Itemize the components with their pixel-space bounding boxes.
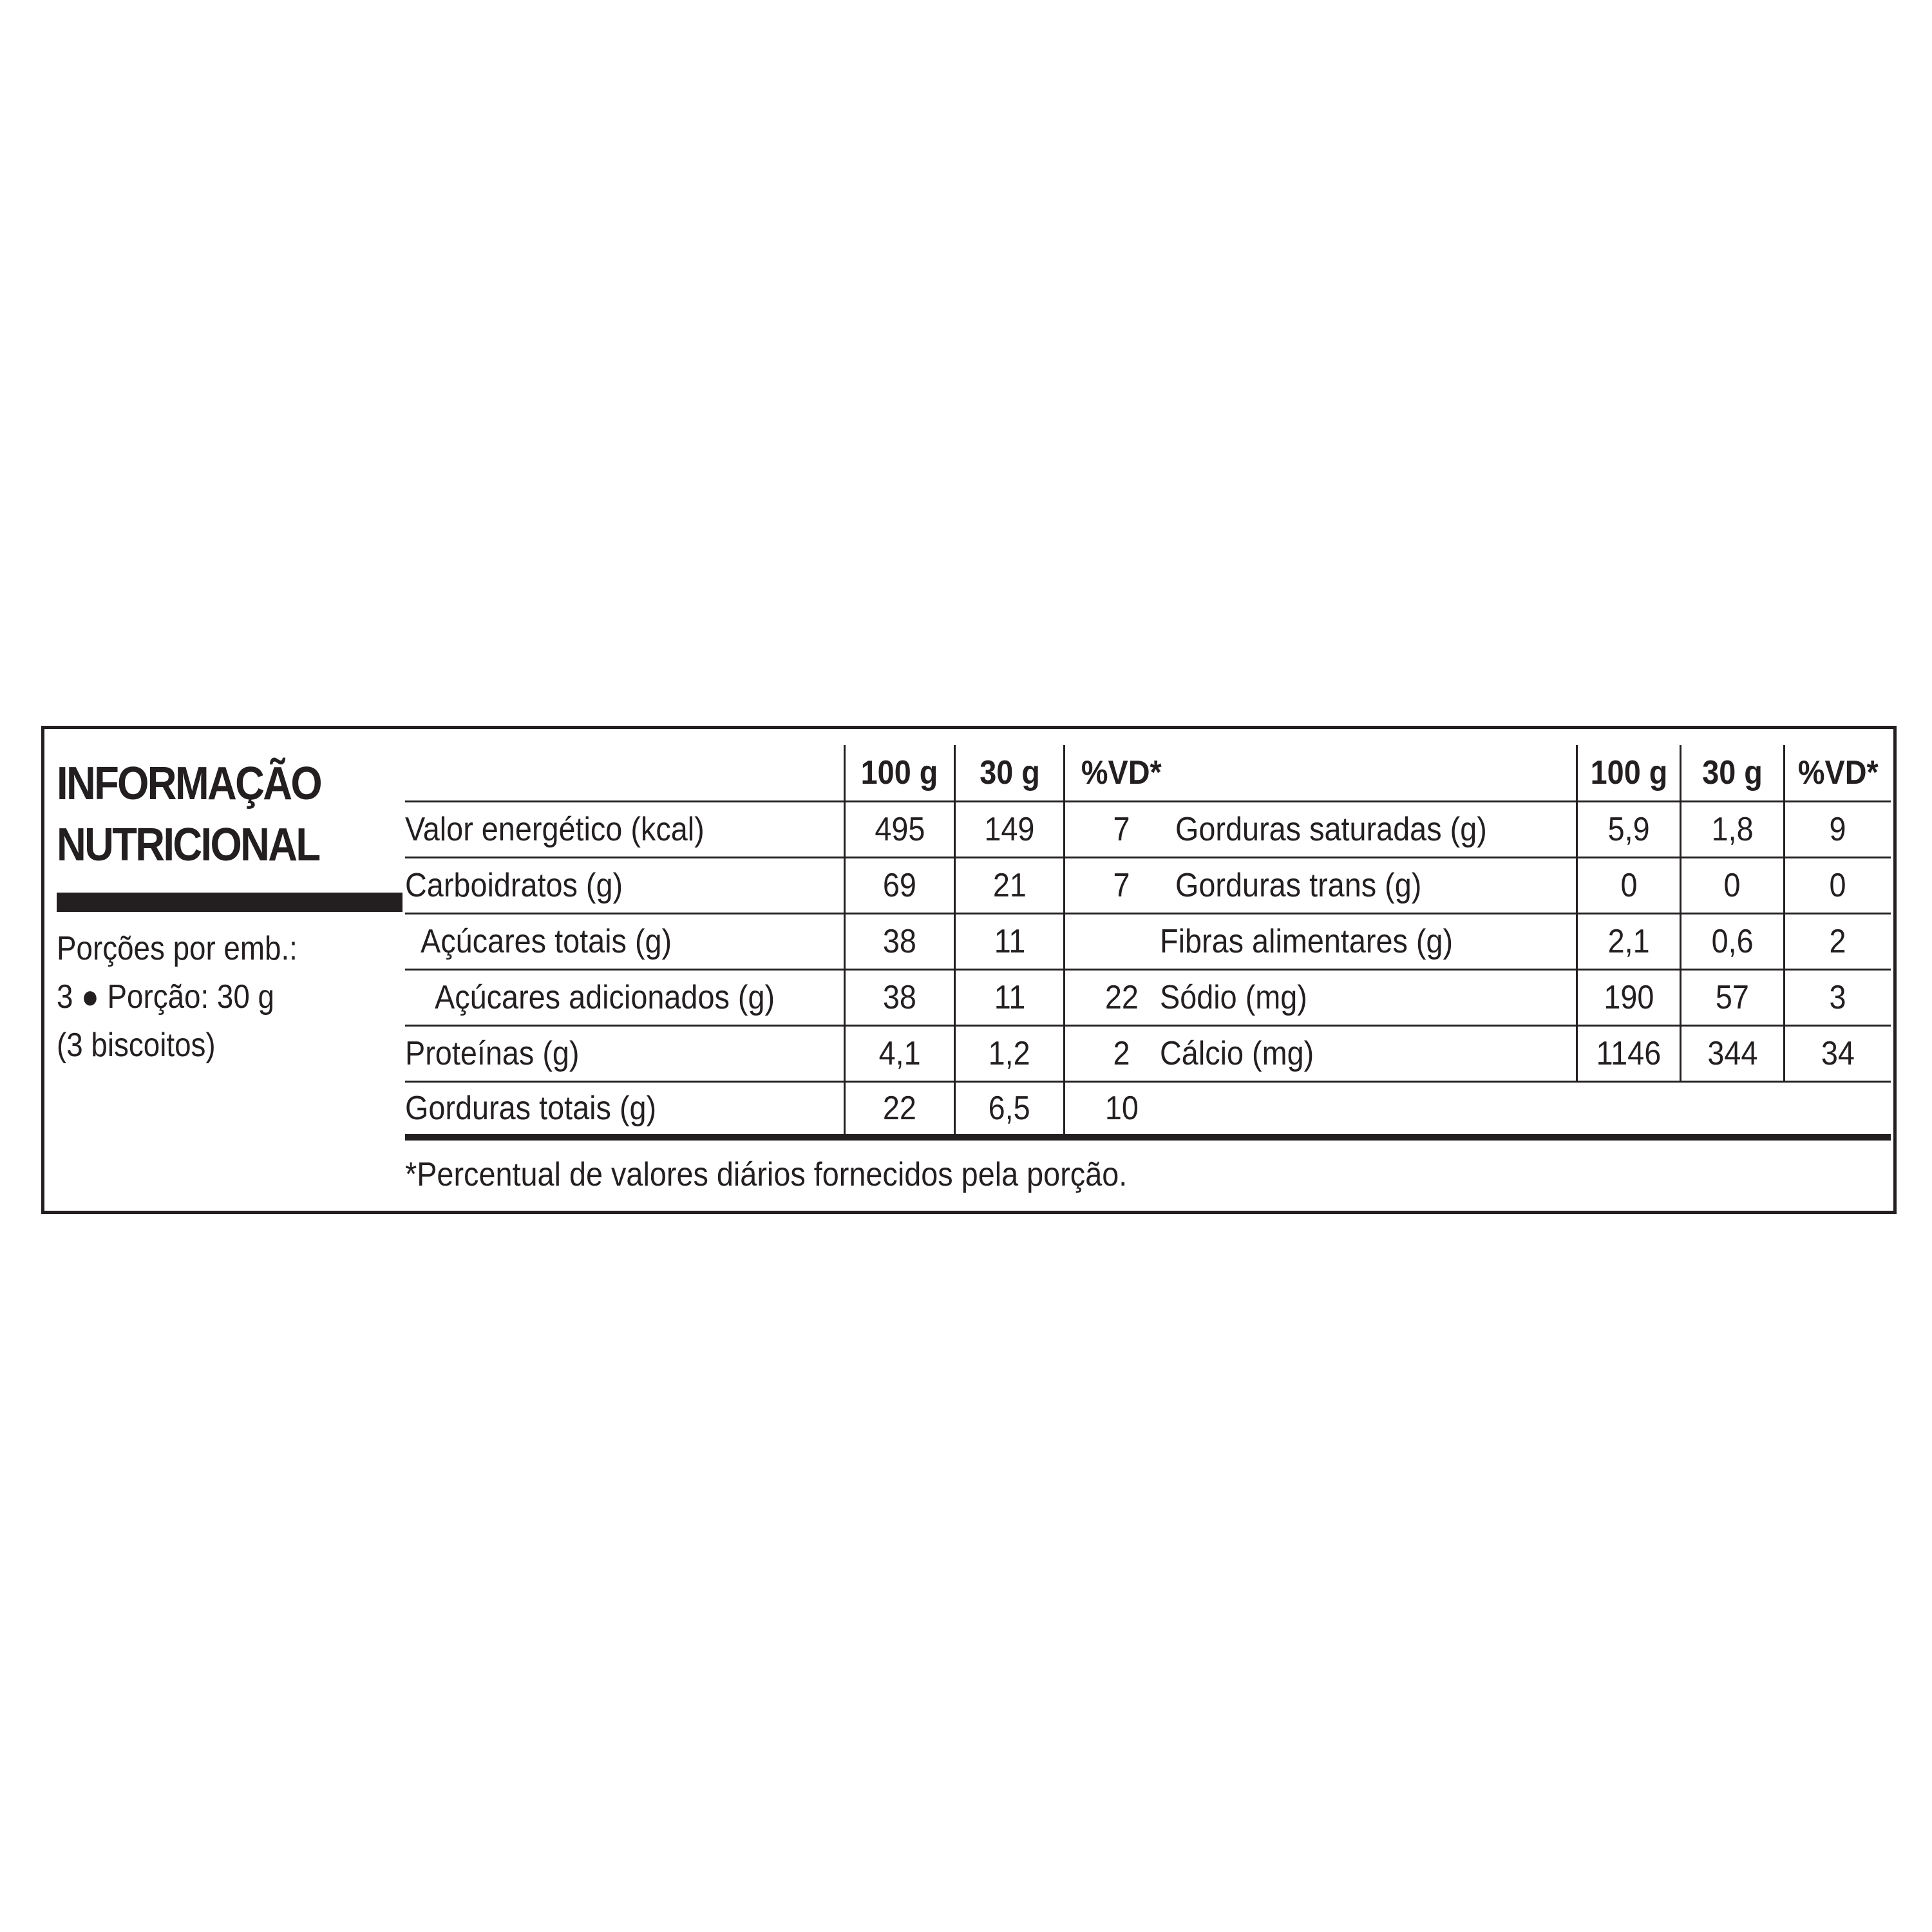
value-100g: 69 (845, 857, 955, 913)
value-30g: 149 (954, 801, 1065, 857)
header-30g: 30 g (1681, 745, 1785, 801)
value-vd: 9 (1784, 801, 1891, 857)
value-100g: 38 (845, 913, 955, 969)
value-30g: 344 (1681, 1025, 1785, 1081)
value-100g: 495 (845, 801, 955, 857)
value-100g: 1146 (1577, 1025, 1681, 1081)
table-row (405, 1081, 1178, 1137)
footnote: *Percentual de valores diários fornecidos pela porção. (405, 1156, 1128, 1193)
nutrient-label: Gorduras trans (g) (1160, 857, 1577, 913)
value-100g: 5,9 (1577, 801, 1681, 857)
value-vd: 10 (1065, 1081, 1178, 1137)
header-label-empty (405, 745, 845, 801)
header-label-empty (1160, 745, 1577, 801)
header-30g: 30 g (954, 745, 1065, 801)
nutrient-label: Sódio (mg) (1160, 969, 1577, 1025)
nutrients-table-left (405, 745, 1178, 1141)
value-30g: 21 (954, 857, 1065, 913)
value-100g: 38 (845, 969, 955, 1025)
nutrition-facts-panel (41, 726, 1897, 1214)
table-row (1160, 857, 1891, 913)
value-30g: 0 (1681, 857, 1785, 913)
nutrient-label: Açúcares adicionados (g) (405, 969, 845, 1025)
table-row (1160, 801, 1891, 857)
table-row (405, 801, 1178, 857)
value-vd: 2 (1065, 1025, 1178, 1081)
nutrient-label: Gorduras saturadas (g) (1160, 801, 1577, 857)
nutrient-label: Gorduras totais (g) (405, 1081, 845, 1137)
serving-line-3: (3 biscoitos) (57, 1027, 216, 1064)
serving-line-2: 3 ● Porção: 30 g (57, 978, 275, 1016)
title-line-1: INFORMAÇÃO (57, 758, 321, 810)
table-row (405, 857, 1178, 913)
table-row (405, 969, 1178, 1025)
table-row (1160, 1025, 1891, 1081)
value-30g: 0,6 (1681, 913, 1785, 969)
value-vd: 2 (1784, 913, 1891, 969)
header-100g: 100 g (845, 745, 955, 801)
table-row-empty (1160, 1081, 1891, 1137)
title-block (57, 753, 402, 1070)
table-row (1160, 969, 1891, 1025)
value-100g: 4,1 (845, 1025, 955, 1081)
nutrient-label: Açúcares totais (g) (405, 913, 845, 969)
empty-cell (1784, 1081, 1891, 1137)
value-100g: 22 (845, 1081, 955, 1137)
nutrients-table-right (1160, 745, 1891, 1141)
value-30g: 11 (954, 969, 1065, 1025)
value-vd: 22 (1065, 969, 1178, 1025)
value-30g: 1,8 (1681, 801, 1785, 857)
empty-cell (1681, 1081, 1785, 1137)
serving-line-1: Porções por emb.: (57, 930, 298, 967)
value-100g: 2,1 (1577, 913, 1681, 969)
value-30g: 1,2 (954, 1025, 1065, 1081)
title-line-2: NUTRICIONAL (57, 819, 319, 871)
header-vd: %VD* (1784, 745, 1891, 801)
table-header-row (1160, 745, 1891, 801)
header-100g: 100 g (1577, 745, 1681, 801)
table-header-row (405, 745, 1178, 801)
value-30g: 6,5 (954, 1081, 1065, 1137)
value-vd: 0 (1784, 857, 1891, 913)
value-vd: 34 (1784, 1025, 1891, 1081)
table-row (405, 1025, 1178, 1081)
title-divider-bar (57, 893, 402, 912)
value-vd: 7 (1065, 857, 1178, 913)
value-30g: 57 (1681, 969, 1785, 1025)
value-30g: 11 (954, 913, 1065, 969)
header-vd: %VD* (1065, 745, 1178, 801)
nutrient-label: Valor energético (kcal) (405, 801, 845, 857)
value-vd: 7 (1065, 801, 1178, 857)
value-100g: 190 (1577, 969, 1681, 1025)
nutrient-label: Fibras alimentares (g) (1160, 913, 1577, 969)
serving-info (57, 925, 361, 1070)
nutrient-label: Carboidratos (g) (405, 857, 845, 913)
table-row (1160, 913, 1891, 969)
empty-cell (1160, 1081, 1577, 1137)
nutrient-label: Proteínas (g) (405, 1025, 845, 1081)
empty-cell (1577, 1081, 1681, 1137)
value-100g: 0 (1577, 857, 1681, 913)
nutrient-label: Cálcio (mg) (1160, 1025, 1577, 1081)
value-vd: 3 (1784, 969, 1891, 1025)
table-row (405, 913, 1178, 969)
